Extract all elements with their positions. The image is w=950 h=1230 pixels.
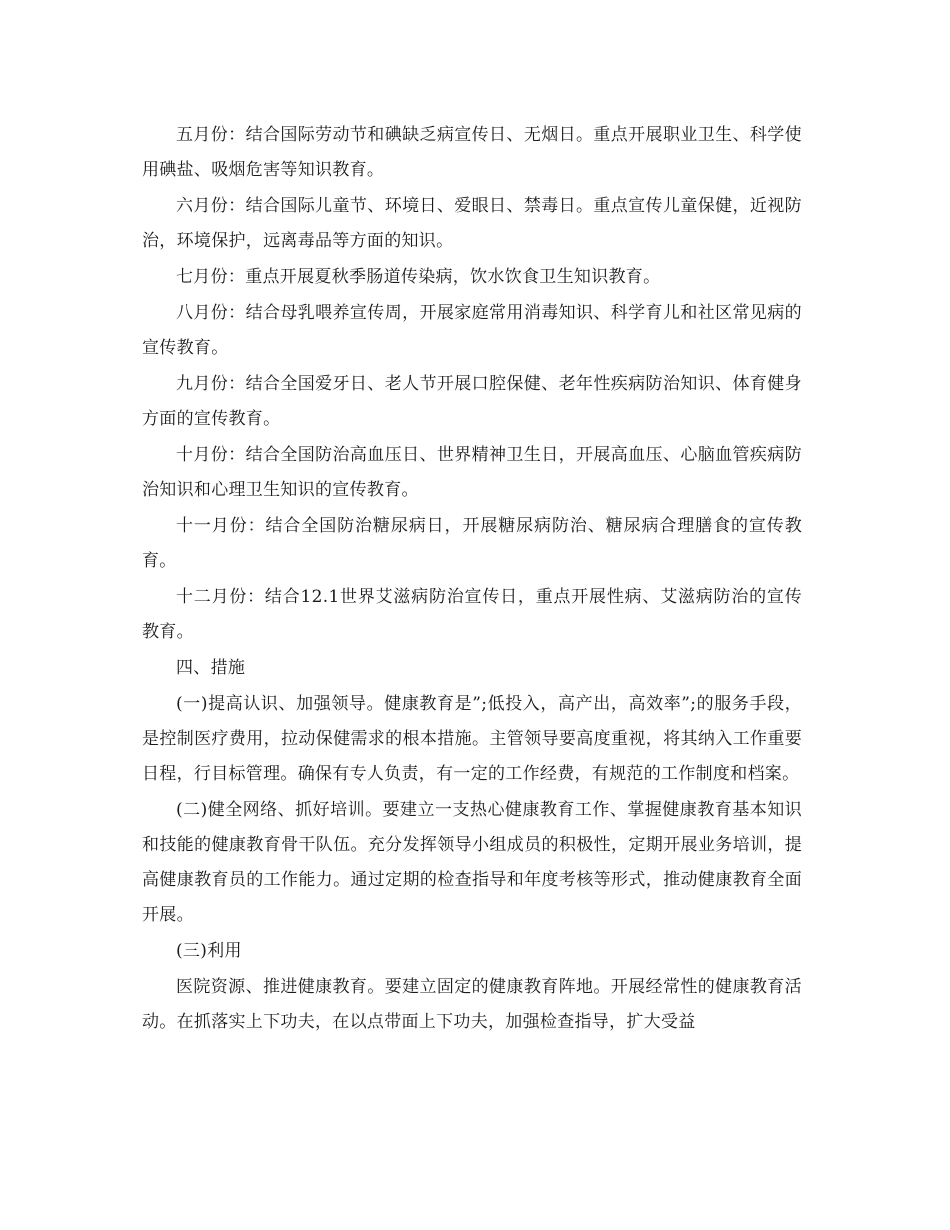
section-heading-measures: 四、措施 (176, 658, 246, 678)
paragraph-may: 五月份：结合国际劳动节和碘缺乏病宣传日、无烟日。重点开展职业卫生、科学使用碘盐、吸烟危害等知识教育。 (142, 125, 802, 180)
paragraph-measure-3-heading: (三)利用 (176, 941, 242, 961)
paragraph-measure-2: (二)健全网络、抓好培训。要建立一支热心健康教育工作、掌握健康教育基本知识和技能的健康教育骨干队伍。充分发挥领导小组成员的积极性，定期开展业务培训，提高健康教育员的工作能力。通过定期的检查指导和年度考核等形式，推动健康教育全面开展。 (142, 800, 802, 925)
paragraph-measure-3-body: 医院资源、推进健康教育。要建立固定的健康教育阵地。开展经常性的健康教育活动。在抓落实上下功夫，在以点带面上下功夫，加强检查指导，扩大受益 (142, 977, 802, 1032)
paragraph-september: 九月份：结合全国爱牙日、老人节开展口腔保健、老年性疾病防治知识、体育健身方面的宣传教育。 (142, 374, 802, 429)
paragraph-october: 十月份：结合全国防治高血压日、世界精神卫生日，开展高血压、心脑血管疾病防治知识和心理卫生知识的宣传教育。 (142, 445, 802, 500)
paragraph-june: 六月份：结合国际儿童节、环境日、爱眼日、禁毒日。重点宣传儿童保健，近视防治，环境保护，远离毒品等方面的知识。 (142, 196, 802, 251)
paragraph-december: 十二月份：结合12.1世界艾滋病防治宣传日，重点开展性病、艾滋病防治的宣传教育。 (142, 587, 802, 642)
paragraph-july: 七月份：重点开展夏秋季肠道传染病，饮水饮食卫生知识教育。 (176, 267, 661, 287)
paragraph-november: 十一月份：结合全国防治糖尿病日，开展糖尿病防治、糖尿病合理膳食的宣传教育。 (142, 516, 802, 571)
paragraph-measure-1: (一)提高认识、加强领导。健康教育是”;低投入，高产出，高效率”;的服务手段，是控制医疗费用，拉动保健需求的根本措施。主管领导要高度重视，将其纳入工作重要日程，行目标管理。确保有专人负责，有一定的工作经费，有规范的工作制度和档案。 (142, 694, 802, 784)
paragraph-august: 八月份：结合母乳喂养宣传周，开展家庭常用消毒知识、科学育儿和社区常见病的宣传教育。 (142, 303, 802, 358)
document-body (142, 118, 802, 1041)
